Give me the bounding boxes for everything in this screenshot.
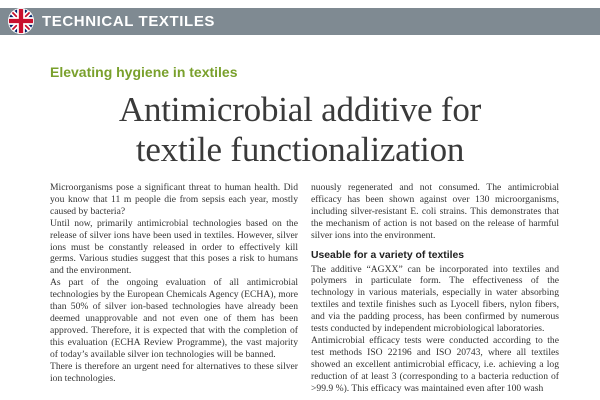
article-kicker: Elevating hygiene in textiles <box>50 64 238 80</box>
article-title-line-2: textile functionalization <box>135 130 465 169</box>
body-paragraph: Until now, primarily antimicrobial technologies based on the release of silver ions have been used in textiles. However, silver ions must be constantly released in order to effectively kill germs. Various studies suggest that this poses a risk to humans and the environment. <box>50 217 298 277</box>
subheading: Useable for a variety of textiles <box>311 249 465 261</box>
article-title-line-1: Antimicrobial additive for <box>118 90 482 129</box>
body-paragraph: Microorganisms pose a significant threat to human health. Did you know that 11 m people die from sepsis each year, mostly caused by bacteria? <box>50 182 298 217</box>
left-column <box>50 182 298 384</box>
body-paragraph: There is therefore an urgent need for alternatives to these silver ion technologies. <box>50 360 298 384</box>
body-paragraph: As part of the ongoing evaluation of all antimicrobial technologies by the European Chemicals Agency (ECHA), more than 50% of silver ion-based technologies have already been deemed unapprovable and not even one of them has been approved. Therefore, it is expected that with the completion of this evaluation (ECHA Review Programme), the vast majority of today’s available silver ion technologies will be banned. <box>50 277 298 360</box>
section-label: TECHNICAL TEXTILES <box>42 13 216 30</box>
body-paragraph: nuously regenerated and not consumed. The antimicrobial efficacy has been shown against over 130 microorganisms, including silver-resistant E. coli strains. This demonstrates that the mechanism of action is not based on the release of harmful silver ions into the environment. <box>311 182 559 241</box>
right-column <box>311 182 559 395</box>
uk-flag-icon <box>8 8 34 34</box>
body-paragraph: The additive “AGXX” can be incorporated into textiles and polymers in particulate form. The effectiveness of the technology in various materials, especially in water absorbing textiles and textile finishes such as Lyocell fibers, nylon fibers, and via the padding process, has been confirmed by numerous tests conducted by independent microbiological laboratories. <box>311 263 559 335</box>
body-paragraph: Antimicrobial efficacy tests were conducted according to the test methods ISO 22196 and ISO 20743, where all textiles showed an excellent antimicrobial efficacy, i.e. achieving a log reduction of at least 3 (corresponding to a bacteria reduction of >99.9 %). This efficacy was maintained even after 100 wash <box>311 334 559 394</box>
